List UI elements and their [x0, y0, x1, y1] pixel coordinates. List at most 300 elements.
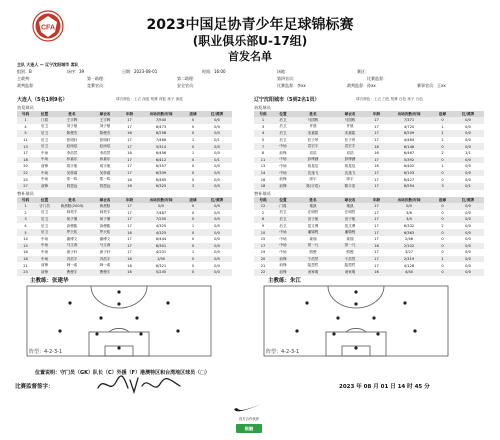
- player-row: [254, 150, 484, 157]
- player-cell: 3: [17, 216, 34, 223]
- player-row: [17, 130, 232, 137]
- player-cell: 7/487: [138, 210, 184, 217]
- info-area: 赛区：: [357, 69, 369, 74]
- player-cell: 18: [17, 157, 34, 164]
- home-kit-note: 球衣颜色：上衣 深蓝 短裤 深蓝 袜子 深蓝: [116, 97, 183, 101]
- player-cell: 0/0: [202, 269, 232, 276]
- away-subs-label: 替补球员: [254, 191, 271, 196]
- player-cell: 熊俊: [294, 249, 332, 256]
- info-ar2: 第二助理：: [177, 76, 197, 81]
- player-cell: 17: [121, 210, 138, 217]
- player-cell: 27: [17, 183, 34, 190]
- player-row: [254, 216, 484, 223]
- player-cell: 门将: [272, 203, 294, 210]
- info-ar1: 第一助理：: [87, 76, 107, 81]
- player-cell: 0/1: [452, 183, 484, 190]
- player-cell: 16: [121, 229, 138, 236]
- player-cell: 0/0: [202, 117, 232, 124]
- player-cell: 17: [254, 243, 272, 250]
- player-cell: 刘子豪: [89, 124, 121, 131]
- player-cell: 0/0: [452, 223, 484, 230]
- player-cell: 2/46: [385, 236, 433, 243]
- player-cell: 17: [368, 157, 385, 164]
- player-cell: 6/321: [138, 262, 184, 269]
- player-cell: 20: [17, 163, 34, 170]
- player-cell: 0/0: [202, 170, 232, 177]
- player-cell: 0: [184, 176, 202, 183]
- player-cell: 16: [368, 243, 385, 250]
- player-cell: 2: [433, 223, 452, 230]
- info-sequence: 场序：39: [67, 69, 85, 74]
- column-header: 号码: [254, 111, 272, 117]
- player-cell: 熊俊: [332, 249, 368, 256]
- player-cell: 6/473: [138, 124, 184, 131]
- away-coach: 主教练：朱江: [268, 278, 302, 284]
- player-cell: 高俊熙: [89, 223, 121, 230]
- player-cell: 5: [17, 229, 34, 236]
- player-cell: 6/325: [138, 183, 184, 190]
- player-cell: 0/0: [202, 249, 232, 256]
- player-cell: 唐子轩: [55, 249, 89, 256]
- player-cell: 钱思远: [55, 183, 89, 190]
- signature-label: 比赛监督签字：: [15, 384, 54, 390]
- player-cell: 17: [17, 150, 34, 157]
- player-cell: 9: [254, 223, 272, 230]
- player-row: [254, 176, 484, 183]
- player-cell: 廖宇: [294, 176, 332, 183]
- player-row: [254, 183, 484, 190]
- player-cell: 0: [433, 236, 452, 243]
- player-cell: 杜子昂: [294, 137, 332, 144]
- info-security: 安全官员：: [177, 83, 197, 88]
- player-cell: 6/209: [385, 130, 433, 137]
- home-starters-body: [17, 117, 232, 190]
- player-cell: 0/0: [138, 203, 184, 210]
- column-header: 号码: [254, 197, 272, 203]
- player-cell: 0/0: [202, 150, 232, 157]
- column-header: 位置: [34, 197, 55, 203]
- player-cell: 17: [121, 243, 138, 250]
- player-cell: 许晨: [332, 124, 368, 131]
- player-cell: 张明轩: [89, 137, 121, 144]
- player-cell: 0/0: [452, 210, 484, 217]
- event-title: 2023中国足协青少年足球锦标赛: [146, 17, 354, 33]
- column-header: 号码: [17, 111, 34, 117]
- player-row: [254, 130, 484, 137]
- player-cell: 0/0: [452, 176, 484, 183]
- player-cell: 1/1: [452, 150, 484, 157]
- player-cell: 4/464: [385, 137, 433, 144]
- column-header: 红/黄牌: [202, 111, 232, 117]
- player-cell: 邓浩: [332, 150, 368, 157]
- player-cell: 13: [17, 143, 34, 150]
- column-header: 球衣名: [89, 111, 121, 117]
- player-cell: 6/339: [138, 170, 184, 177]
- player-cell: 21: [254, 262, 272, 269]
- player-cell: 0: [433, 203, 452, 210]
- player-cell: 25: [17, 176, 34, 183]
- player-row: [254, 143, 484, 150]
- player-cell: 0/0: [385, 203, 433, 210]
- home-subs-label: 替补球员: [17, 191, 34, 196]
- player-cell: 后卫: [272, 216, 294, 223]
- player-cell: 0: [433, 216, 452, 223]
- player-cell: 李浩然: [89, 150, 121, 157]
- player-cell: 17: [368, 137, 385, 144]
- player-cell: 6/456: [138, 150, 184, 157]
- player-cell: 0/0: [452, 269, 484, 276]
- player-cell: 0/0: [452, 130, 484, 137]
- column-header: 年龄: [121, 111, 138, 117]
- player-cell: 2: [17, 210, 34, 217]
- player-cell: 林昊宇: [89, 210, 121, 217]
- player-cell: 0/0: [202, 130, 232, 137]
- player-row: [17, 124, 232, 131]
- player-cell: 16: [121, 150, 138, 157]
- column-header: 球衣名: [332, 111, 368, 117]
- player-cell: 23: [17, 269, 34, 276]
- player-cell: 0/0: [202, 143, 232, 150]
- player-cell: 0/0: [452, 262, 484, 269]
- player-cell: 郑一鸣: [89, 176, 121, 183]
- player-cell: 曹俊宇: [55, 269, 89, 276]
- player-cell: 19: [254, 249, 272, 256]
- player-cell: 6: [254, 216, 272, 223]
- player-row: [254, 157, 484, 164]
- player-cell: 16: [368, 269, 385, 276]
- player-cell: 何子墨: [89, 216, 121, 223]
- player-cell: 中场: [34, 157, 55, 164]
- player-cell: 中场: [272, 143, 294, 150]
- player-cell: 周宇航: [55, 163, 89, 170]
- player-cell: 宋嘉铭: [294, 130, 332, 137]
- player-cell: 后卫: [272, 124, 294, 131]
- player-cell: 后卫: [34, 229, 55, 236]
- player-cell: 蒋星辰: [294, 163, 332, 170]
- player-cell: 0/0: [202, 124, 232, 131]
- player-cell: 陈俊杰: [55, 130, 89, 137]
- teams-line: 主队 大连人 — 辽宁沈阳城市 客队: [17, 62, 79, 67]
- player-cell: 田子航: [294, 216, 332, 223]
- player-cell: 1/90: [138, 256, 184, 263]
- player-cell: 前锋: [272, 256, 294, 263]
- player-cell: 中场: [34, 236, 55, 243]
- column-header: 姓名: [55, 197, 89, 203]
- player-cell: 0: [184, 269, 202, 276]
- sign-datetime: 2023 年 08 月 01 日 14 时 45 分: [339, 384, 430, 390]
- player-cell: 0/0: [452, 203, 484, 210]
- player-cell: 中场: [34, 176, 55, 183]
- player-cell: 汪明哲: [332, 210, 368, 217]
- player-cell: 0/0: [202, 243, 232, 250]
- player-cell: 袁宏宇: [332, 143, 368, 150]
- player-cell: 0/0: [202, 163, 232, 170]
- column-header: 红/黄牌: [452, 197, 484, 203]
- player-cell: 前锋: [34, 183, 55, 190]
- player-row: [254, 170, 484, 177]
- player-cell: 赵雨辰: [55, 143, 89, 150]
- player-cell: 于浩然: [332, 256, 368, 263]
- player-cell: 10: [254, 229, 272, 236]
- player-cell: 0: [184, 124, 202, 131]
- player-cell: 0/0: [452, 216, 484, 223]
- sponsor-label: 官方合作伙伴: [238, 417, 260, 421]
- player-cell: 0/0: [202, 256, 232, 263]
- player-cell: 何子墨: [55, 216, 89, 223]
- player-cell: 周宇航: [89, 163, 121, 170]
- player-cell: 6/332: [385, 223, 433, 230]
- player-cell: 4/720: [385, 124, 433, 131]
- player-cell: 王宇辉: [55, 117, 89, 124]
- player-cell: 彭博涵: [332, 157, 368, 164]
- player-cell: 潘锦程: [294, 229, 332, 236]
- player-cell: 田子航: [332, 216, 368, 223]
- player-cell: 0: [184, 210, 202, 217]
- player-cell: 14: [17, 236, 34, 243]
- player-cell: 后卫: [272, 223, 294, 230]
- player-cell: 张明轩: [55, 137, 89, 144]
- home-starters-table: [17, 111, 232, 190]
- player-cell: 中场: [272, 249, 294, 256]
- player-cell: 4/128: [385, 262, 433, 269]
- player-cell: 17: [368, 216, 385, 223]
- player-cell: 7/371: [385, 117, 433, 124]
- info-competition: 竞赛官员：: [87, 83, 107, 88]
- player-cell: 7/250: [138, 216, 184, 223]
- player-cell: 0/0: [452, 243, 484, 250]
- player-cell: 4/325: [138, 229, 184, 236]
- player-cell: 姜瑞: [332, 236, 368, 243]
- player-cell: 3/0: [385, 216, 433, 223]
- player-cell: 5/314: [138, 143, 184, 150]
- away-starters-label: 首发球员: [254, 105, 271, 110]
- player-cell: 17: [368, 262, 385, 269]
- home-coach: 主教练：张建华: [30, 278, 69, 284]
- player-cell: 11: [17, 137, 34, 144]
- player-cell: 16: [368, 163, 385, 170]
- player-cell: 中场: [272, 163, 294, 170]
- player-cell: 0: [433, 117, 452, 124]
- player-row: [17, 157, 232, 164]
- player-cell: 17: [121, 216, 138, 223]
- player-cell: 6/402: [385, 163, 433, 170]
- column-header: 姓名: [55, 111, 89, 117]
- player-cell: 3: [433, 183, 452, 190]
- player-cell: 马国栋: [294, 117, 332, 124]
- player-cell: 13: [254, 163, 272, 170]
- sponsor-badge: 极融: [236, 424, 262, 433]
- player-cell: 5: [17, 130, 34, 137]
- player-cell: 6/444: [138, 236, 184, 243]
- info-group: 组别：B: [17, 69, 32, 74]
- player-cell: 17: [368, 229, 385, 236]
- player-cell: 中场: [34, 243, 55, 250]
- player-cell: 中场: [34, 150, 55, 157]
- player-cell: 罗天佑: [89, 229, 121, 236]
- player-cell: 17: [368, 117, 385, 124]
- player-row: [17, 150, 232, 157]
- player-cell: 马文涛: [89, 243, 121, 250]
- player-cell: 17: [121, 236, 138, 243]
- player-cell: 冯浩宇: [55, 256, 89, 263]
- player-row: [17, 229, 232, 236]
- player-cell: 3/6: [385, 210, 433, 217]
- player-cell: 17: [121, 163, 138, 170]
- column-header: 姓名: [294, 111, 332, 117]
- player-cell: 4/231: [138, 249, 184, 256]
- column-header: 位置: [272, 111, 294, 117]
- info-fourth: 第四官员：: [277, 76, 297, 81]
- player-cell: 汤家明: [332, 269, 368, 276]
- player-cell: 孙嘉乐: [55, 157, 89, 164]
- player-cell: 6/554: [385, 183, 433, 190]
- away-player-markers: [295, 290, 416, 349]
- player-cell: 14: [254, 170, 272, 177]
- player-cell: 0/0: [202, 183, 232, 190]
- away-formation-label: 阵型：4-2-3-1: [266, 349, 300, 355]
- player-cell: 15: [254, 236, 272, 243]
- player-row: [17, 143, 232, 150]
- player-cell: 17: [121, 117, 138, 124]
- player-cell: 0: [433, 210, 452, 217]
- player-cell: 0/0: [452, 236, 484, 243]
- player-cell: 16: [121, 256, 138, 263]
- player-cell: 0/0: [452, 124, 484, 131]
- player-cell: 沈逸飞: [332, 170, 368, 177]
- player-cell: 17: [368, 249, 385, 256]
- player-cell: 陈俊杰: [89, 130, 121, 137]
- player-cell: 0: [184, 236, 202, 243]
- event-subtitle: (职业俱乐部U-17组): [192, 34, 308, 48]
- player-cell: 0/0: [452, 157, 484, 164]
- player-cell: 16: [121, 130, 138, 137]
- player-cell: 中场: [272, 170, 294, 177]
- column-header: 球衣名: [89, 197, 121, 203]
- player-cell: 17: [368, 223, 385, 230]
- player-cell: 22: [254, 269, 272, 276]
- player-cell: 2/102: [385, 243, 433, 250]
- player-cell: 1: [433, 130, 452, 137]
- player-cell: 门将: [34, 117, 55, 124]
- player-cell: 0: [184, 117, 202, 124]
- player-cell: 0/0: [452, 249, 484, 256]
- player-cell: 0/0: [202, 229, 232, 236]
- player-cell: 吴梓睿: [55, 170, 89, 177]
- player-cell: 17: [121, 124, 138, 131]
- column-header: 位置: [34, 111, 55, 117]
- column-header: 年龄: [121, 197, 138, 203]
- player-cell: 0/0: [202, 176, 232, 183]
- player-cell: 韩一诺: [89, 262, 121, 269]
- player-cell: 0/0: [202, 236, 232, 243]
- player-row: [254, 163, 484, 170]
- player-cell: 彭博涵: [294, 157, 332, 164]
- player-cell: 12: [254, 203, 272, 210]
- column-header: 出场次数/时间: [385, 111, 433, 117]
- player-cell: 4: [254, 130, 272, 137]
- player-cell: 吴梓睿: [89, 170, 121, 177]
- player-cell: 林昊宇: [55, 210, 89, 217]
- player-cell: 1: [433, 256, 452, 263]
- player-cell: 许晨: [294, 124, 332, 131]
- player-cell: 16: [368, 143, 385, 150]
- player-cell: 前锋: [272, 269, 294, 276]
- player-cell: 6/465: [138, 176, 184, 183]
- player-cell: 前锋: [272, 262, 294, 269]
- player-cell: 6/412: [138, 157, 184, 164]
- player-row: [17, 117, 232, 124]
- player-cell: 0: [433, 262, 452, 269]
- player-cell: 廖宇: [332, 176, 368, 183]
- player-cell: 蔡一凡: [332, 243, 368, 250]
- column-header: 出场次数/时间: [138, 197, 184, 203]
- player-cell: 范文博: [332, 223, 368, 230]
- player-cell: 汪明哲: [294, 210, 332, 217]
- player-cell: 16: [368, 150, 385, 157]
- player-cell: 0: [184, 130, 202, 137]
- player-cell: 6/301: [138, 243, 184, 250]
- player-cell: 18: [17, 256, 34, 263]
- player-cell: 17: [121, 143, 138, 150]
- home-formation-label: 阵型：4-2-3-1: [29, 349, 63, 355]
- player-row: [254, 223, 484, 230]
- player-cell: 沈逸飞: [294, 170, 332, 177]
- player-cell: 后卫: [34, 216, 55, 223]
- column-header: 进球: [433, 111, 452, 117]
- player-cell: 17: [368, 183, 385, 190]
- column-header: 位置: [272, 197, 294, 203]
- player-cell: 16: [121, 269, 138, 276]
- player-cell: 4/325: [138, 223, 184, 230]
- logo-text: CFA: [41, 24, 55, 32]
- player-cell: 6/363: [385, 229, 433, 236]
- player-cell: 0: [433, 170, 452, 177]
- player-row: [254, 124, 484, 131]
- player-cell: 袁宏宇: [294, 143, 332, 150]
- player-cell: 1: [184, 150, 202, 157]
- player-cell: 0/1: [202, 157, 232, 164]
- player-cell: 后卫: [34, 210, 55, 217]
- player-cell: 后卫: [34, 143, 55, 150]
- player-cell: 0: [184, 216, 202, 223]
- player-cell: 2/319: [385, 256, 433, 263]
- player-cell: 前锋: [34, 163, 55, 170]
- player-cell: 16: [121, 183, 138, 190]
- player-cell: 3: [184, 183, 202, 190]
- player-cell: 0: [433, 269, 452, 276]
- column-header: 号码: [17, 197, 34, 203]
- player-cell: 20: [254, 256, 272, 263]
- player-cell: 0: [433, 143, 452, 150]
- info-officer-1: 比赛监督：李xx: [277, 83, 306, 88]
- player-cell: 21: [17, 262, 34, 269]
- player-cell: 1: [17, 117, 34, 124]
- column-header: 进球: [184, 111, 202, 117]
- player-cell: 杜子昂: [332, 137, 368, 144]
- player-cell: 11: [254, 157, 272, 164]
- player-cell: 中场: [272, 229, 294, 236]
- player-cell: 4/40: [385, 269, 433, 276]
- nike-swoosh-icon: [232, 400, 266, 413]
- match-info-row-2: [17, 76, 483, 83]
- player-cell: 刘子豪: [55, 124, 89, 131]
- column-header: 红/黄牌: [452, 111, 484, 117]
- player-cell: 后卫: [272, 137, 294, 144]
- player-cell: 郑一鸣: [55, 176, 89, 183]
- player-cell: 0/0: [202, 223, 232, 230]
- player-cell: 16: [254, 176, 272, 183]
- player-cell: 16: [121, 262, 138, 269]
